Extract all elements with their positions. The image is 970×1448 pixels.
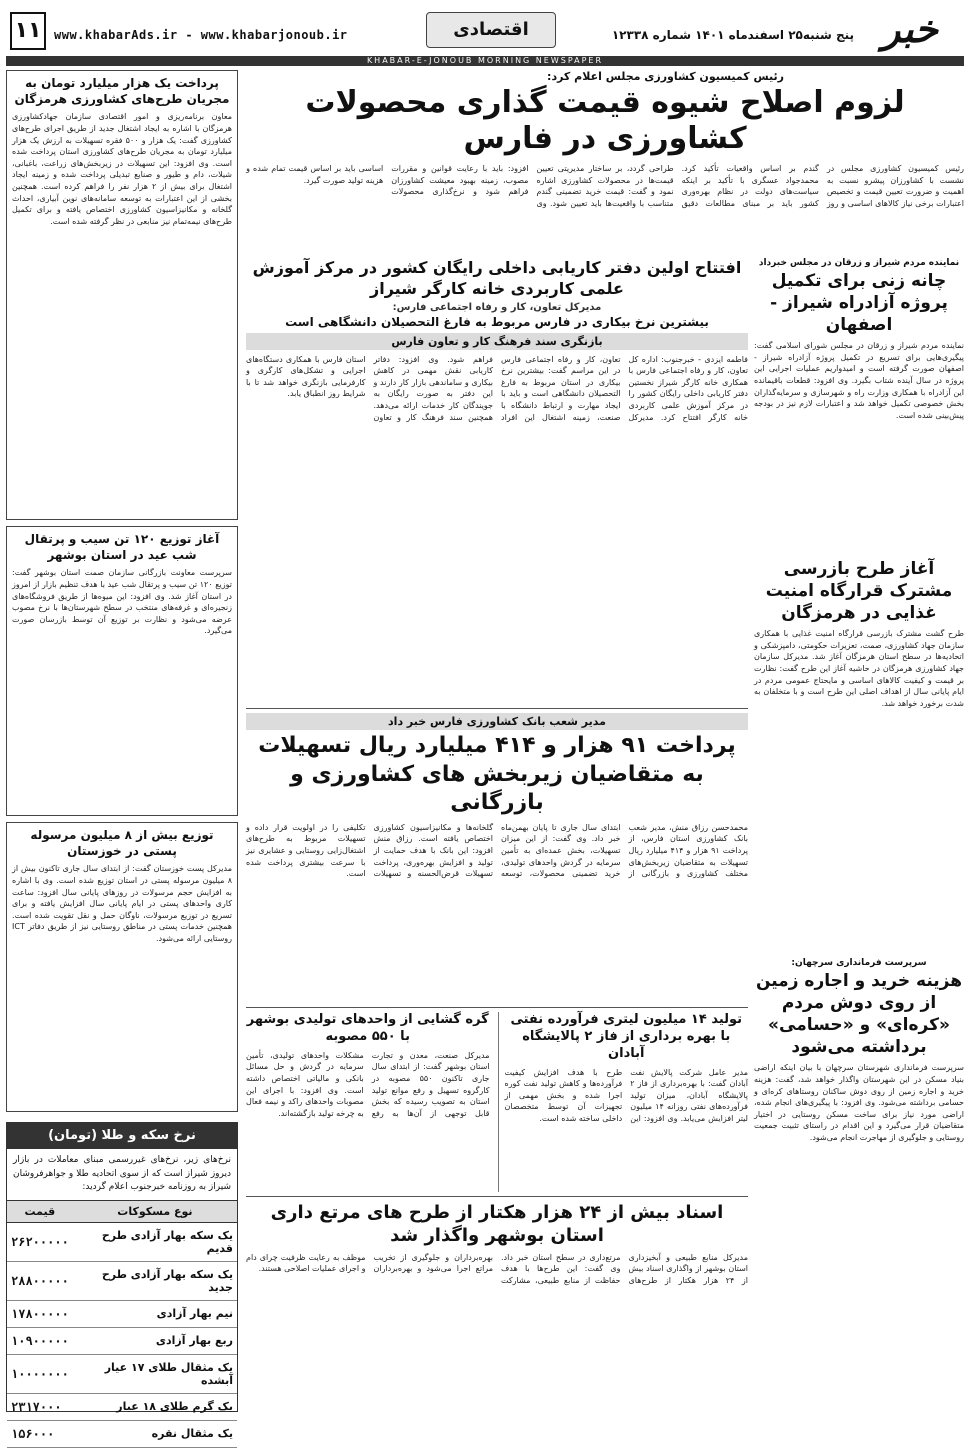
- story-kicker: مدیر شعب بانک کشاورزی فارس خبر داد: [246, 713, 748, 730]
- story-body: فاطمه ایزدی - خبرجنوب: اداره کل تعاون، کار و رفاه اجتماعی فارس با همکاری خانه کارگر شیراز نخستین دفتر کاریابی داخلی رایگان کشور را در مرکز آموزش علمی کاربردی خانه کارگر افتتاح کرد. مدیرکل تعاون، کار و رفاه اجتماعی فارس در این مراسم گفت: بیشترین نرخ بیکاری در استان مربوط به فارغ التحصیلان دانشگاهی است و باید با ایجاد مهارت و ارتباط دانشگاه با صنعت، زمینه اشتغال این افراد فراهم شود. وی افزود: دفاتر کاریابی نقش مهمی در کاهش بیکاری و ساماندهی بازار کار دارند و این دفتر به صورت رایگان به جویندگان کار خدمات ارائه می‌دهد. همچنین سند فرهنگ کار و تعاون استان فارس با همکاری دستگاه‌های اجرایی و تشکل‌های کارگری و کارفرمایی بازنگری خواهد شد تا با شرایط روز انطباق یابد.: [246, 354, 748, 422]
- coin-name: یک سکه بهار آزادی طرح جدید: [73, 1261, 237, 1300]
- story-headline: هزینه خرید و اجاره زمین از روی دوش مردم «کره‌ای» و «حسامی» برداشته می‌شود: [755, 971, 963, 1058]
- lead-kicker: رئیس کمیسیون کشاورزی مجلس اعلام کرد:: [547, 70, 784, 83]
- story-body: مدیرکل منابع طبیعی و آبخیزداری استان بوشهر از واگذاری اسناد بیش از ۲۴ هزار هکتار از طرح‌های مرتع‌داری در سطح استان خبر داد. وی گفت: این طرح‌ها با هدف حفاظت از منابع طبیعی، مشارکت بهره‌برداران و جلوگیری از تخریب مراتع اجرا می‌شود و بهره‌برداران موظف به رعایت ظرفیت چرای دام و اجرای عملیات اصلاحی هستند.: [246, 1252, 748, 1285]
- table-row: [7, 1261, 237, 1300]
- story-subheadline: بیشترین نرخ بیکاری در فارس مربوط به فارغ التحصیلان دانشگاهی است: [285, 314, 709, 329]
- coin-price-box: [6, 1122, 238, 1441]
- story-kicker: نماینده مردم شیراز و زرقان در مجلس خبرداد: [758, 258, 960, 268]
- coin-price: ۲۶۲۰۰۰۰۰: [7, 1222, 73, 1261]
- divider: [246, 708, 748, 709]
- story-body: معاون برنامه‌ریزی و امور اقتصادی سازمان جهادکشاورزی هرمزگان با اشاره به ایجاد اشتغال جدید از طریق اجرای طرح‌های کشاورزی گفت: یک هزار و ۵۰۰ فقره تسهیلات به ارزش یک هزار میلیارد تومان به مجریان طرح‌های کشاورزی استان پرداخت شده است. وی افزود: این تسهیلات در زیربخش‌های زراعت، باغبانی، شیلات، دام و طیور و صنایع تبدیلی پرداخت شده و زمینه ایجاد اشتغال برای بیش از ۲ هزار نفر را فراهم کرده است. همچنین بخشی از این اعتبارات به توسعه سامانه‌های نوین آبیاری، احداث گلخانه و مکانیزاسیون کشاورزی اختصاص یافته و برای تکمیل طرح‌های نیمه‌تمام نیز منابعی در نظر گرفته شده است.: [12, 112, 232, 226]
- story-headline: گره گشایی از واحدهای تولیدی بوشهر با ۵۵۰ مصوبه: [246, 1012, 489, 1044]
- lead-body: رئیس کمیسیون کشاورزی مجلس در نشست با کشاورزان پیشرو نسبت به اهمیت و ضرورت تعیین قیمت و تخصیص اعتبارات برخی نیاز کالاهای اساسی و روز گندم بر اساس واقعیات تأکید کرد. محمدجواد عسگری با تأکید بر اینکه سیاست‌های دولت در نظام بهره‌وری کشور باید بر مبنای مطالعات دقیق طراحی گردد، بر ساختار مدیریتی تعیین قیمت‌ها در محصولات کشاورزی اشاره نمود و گفت: قیمت خرید تضمینی گندم متناسب با واقعیت‌ها باید تعیین شود. وی افزود: باید با رعایت قوانین و مقررات مصوب، زمینه بهبود معیشت کشاورزان فراهم شود و نرخ‌گذاری محصولات اساسی باید بر اساس قیمت تمام شده و هزینه تولید صورت گیرد.: [246, 164, 964, 208]
- coin-name: ربع بهار آزادی: [73, 1327, 237, 1354]
- story-headline: افتتاح اولین دفتر کاریابی داخلی رایگان کشور در مرکز آموزش علمی کاربردی خانه کارگر شیراز: [252, 258, 742, 298]
- right-column: [754, 258, 964, 1418]
- column-header-type: نوع مسکوکات: [73, 1201, 237, 1223]
- story-workshop: [246, 258, 748, 704]
- story-headline: پرداخت یک هزار میلیارد تومان به مجریان طرح‌های کشاورزی هرمزگان: [14, 76, 230, 107]
- table-row: [7, 1222, 237, 1261]
- story-body: سرپرست فرمانداری شهرستان سرچهان با بیان اینکه اراضی بنیاد مسکن در این شهرستان واگذار خواهد شد، گفت: هزینه خرید و اجاره زمین از روی دوش ساکنان روستاهای کره‌ای و حسامی برداشته می‌شود. وی افزود: با پیگیری‌های انجام شده، اراضی مورد نیاز برای ساخت مسکن روستایی در اختیار متقاضیان قرار می‌گیرد و این اقدام در راستای تثبیت جمعیت روستایی و جلوگیری از مهاجرت انجام می‌شود.: [754, 1063, 964, 1142]
- story-refinery: [498, 1012, 749, 1192]
- lead-story: [246, 70, 964, 252]
- coin-price: ۲۸۸۰۰۰۰۰: [7, 1261, 73, 1300]
- coin-price: ۱۵۶۰۰۰: [7, 1420, 73, 1447]
- column-header-price: قیمت: [7, 1201, 73, 1223]
- table-row: [7, 1393, 237, 1420]
- coin-name: نیم بهار آزادی: [73, 1300, 237, 1327]
- story-food-security: [754, 558, 964, 958]
- table-row: [7, 1327, 237, 1354]
- story-sarchehan-land: [754, 958, 964, 1398]
- story-bank: [246, 713, 748, 1003]
- coin-name: یک مثقال طلای ۱۷ عیار آبشده: [73, 1354, 237, 1393]
- coin-name: یک گرم طلای ۱۸ عیار: [73, 1393, 237, 1420]
- table-row: [7, 1354, 237, 1393]
- coin-box-title: نرخ سکه و طلا (تومان): [7, 1123, 237, 1149]
- story-headline: توزیع بیش از ۸ میلیون مرسوله پستی در خوزستان: [30, 828, 214, 859]
- story-headline: اسناد بیش از ۲۴ هزار هکتار از طرح های مرتع داری استان بوشهر واگذار شد: [270, 1202, 724, 1247]
- twin-stories-row: [246, 1012, 748, 1192]
- story-body: مدیرکل پست خوزستان گفت: از ابتدای سال جاری تاکنون بیش از ۸ میلیون مرسوله پستی در استان توزیع شده است. وی با اشاره به افزایش حجم مرسولات در روزهای پایانی سال افزود: ساعت کاری واحدهای پستی در ایام پایانی سال افزایش یافته و برای تسریع در توزیع مرسولات، ناوگان حمل و نقل تقویت شده است. همچنین خدمات پستی در مناطق روستایی نیز از طریق دفاتر ICT روستایی ارائه می‌شود.: [12, 864, 232, 943]
- coin-price: ۲۳۱۷۰۰۰: [7, 1393, 73, 1420]
- story-bushehr-units: [246, 1012, 490, 1192]
- story-headline: تولید ۱۴ میلیون لیتری فرآورده نفتی با بهره برداری از فاز ۲ پالایشگاه آبادان: [510, 1012, 743, 1061]
- story-khuzestan-post: [6, 822, 238, 1112]
- lead-headline: لزوم اصلاح شیوه قیمت گذاری محصولات کشاورزی در فارس: [305, 85, 905, 156]
- website-links[interactable]: www.khabarAds.ir - www.khabarjonoub.ir: [54, 28, 348, 42]
- coin-price-table: [7, 1201, 237, 1448]
- coin-price: ۱۰۰۰۰۰۰۰: [7, 1354, 73, 1393]
- page-number: ۱۱: [10, 12, 46, 50]
- story-rangeland: [246, 1201, 748, 1336]
- story-body: سرپرست معاونت بازرگانی سازمان صمت استان بوشهر گفت: توزیع ۱۲۰ تن سیب و پرتقال شب عید با هدف تنظیم بازار از امروز در استان آغاز شد. وی افزود: این میوه‌ها از طریق فروشگاه‌های زنجیره‌ای و غرفه‌های منتخب در سطح شهرستان‌ها با نرخ مصوب عرضه می‌شود و نظارت بر توزیع آن توسط بازرسان صورت می‌گیرد.: [12, 568, 232, 636]
- story-headline: پرداخت ۹۱ هزار و ۴۱۴ میلیارد ریال تسهیلات به متقاضیان زیربخش های کشاورزی و بازرگانی: [258, 733, 736, 816]
- coin-name: یک مثقال نقره: [73, 1420, 237, 1447]
- issue-date: پنج شنبه۲۵ اسفندماه ۱۴۰۱ شماره ۱۲۳۳۸: [611, 28, 854, 42]
- story-headline: آغاز طرح بازرسی مشترک قرارگاه امنیت غذایی در هرمزگان: [765, 559, 953, 624]
- story-bushehr-fruit: [6, 526, 238, 816]
- divider: [246, 1196, 748, 1197]
- masthead-strip: KHABAR-E-JONOUB MORNING NEWSPAPER: [6, 56, 964, 66]
- story-sub-kicker: مدیرکل تعاون، کار و رفاه اجتماعی فارس:: [392, 301, 602, 313]
- story-body: نماینده مردم شیراز و زرقان در مجلس شورای اسلامی گفت: پیگیری‌هایی برای تسریع در تکمیل پروژه آزادراه شیراز - اصفهان صورت گرفته است و امیدواریم عملیات اجرایی این پروژه در سال آینده شتاب بگیرد. وی افزود: قطعات باقیمانده این آزادراه با همکاری وزارت راه و شهرسازی و سرمایه‌گذاران بخش خصوصی تکمیل خواهد شد و اعتبارات لازم نیز در بودجه پیش‌بینی شده است.: [754, 341, 964, 420]
- coin-name: یک سکه بهار آزادی طرح قدیم: [73, 1222, 237, 1261]
- main-area: [246, 258, 748, 1336]
- divider: [246, 1007, 748, 1008]
- story-body: محمدحسن رزاق منش، مدیر شعب بانک کشاورزی استان فارس، از پرداخت ۹۱ هزار و ۴۱۴ میلیارد ریال تسهیلات به متقاضیان زیربخش‌های مختلف کشاورزی و بازرگانی از ابتدای سال جاری تا پایان بهمن‌ماه خبر داد. وی گفت: از این میزان تسهیلات، بخش عمده‌ای به تأمین سرمایه در گردش واحدهای تولیدی، خرید تضمینی محصولات، توسعه گلخانه‌ها و مکانیزاسیون کشاورزی اختصاص یافته است. رزاق منش افزود: این بانک با هدف حمایت از تولید و افزایش بهره‌وری، پرداخت تسهیلات قرض‌الحسنه و تسهیلات تکلیفی را در اولویت قرار داده و تسهیلات مربوط به طرح‌های اشتغال‌زایی روستایی و عشایری نیز با سرعت بیشتری پرداخت شده است.: [246, 822, 748, 879]
- table-row: [7, 1420, 237, 1447]
- coin-price: ۱۷۸۰۰۰۰۰: [7, 1300, 73, 1327]
- story-hormozgan-loans: [6, 70, 238, 520]
- coin-box-note: نرخ‌های زیر، نرخ‌های غیررسمی مبنای معاملات در بازار دیروز شیراز است که از سوی اتحادیه طلا و جواهرفروشان شیراز به روزنامه خبرجنوب اعلام گردید:: [7, 1149, 237, 1201]
- story-kicker: سرپرست فرمانداری سرچهان:: [791, 958, 927, 968]
- story-headline: چانه زنی برای تکمیل پروژه آزادراه شیراز - اصفهان: [770, 271, 948, 336]
- mini-headline: بازنگری سند فرهنگ کار و تعاون فارس: [246, 333, 748, 350]
- masthead: [6, 6, 964, 58]
- newspaper-logo: خبر: [882, 6, 938, 51]
- story-body: طرح گشت مشترک بازرسی قرارگاه امنیت غذایی با همکاری سازمان جهاد کشاورزی، صمت، تعزیرات حکومتی، دامپزشکی و اتحادیه‌ها در سطح استان هرمزگان آغاز شد. مدیرکل سازمان جهاد کشاورزی هرمزگان در حاشیه آغاز این طرح گفت: نظارت بر قیمت و کیفیت کالاهای اساسی و مایحتاج عمومی مردم در ایام پایانی سال از اهداف اصلی این طرح است و با متخلفان به شدت برخورد خواهد شد.: [754, 629, 964, 708]
- story-body: مدیرکل صنعت، معدن و تجارت استان بوشهر گفت: از ابتدای سال جاری تاکنون ۵۵۰ مصوبه در کارگروه تسهیل و رفع موانع تولید استان به تصویب رسیده که بخش قابل توجهی از آن‌ها به رفع مشکلات واحدهای تولیدی، تأمین سرمایه در گردش و حل مسائل بانکی و مالیاتی اختصاص داشته است. وی افزود: با اجرای این مصوبات واحدهای راکد و نیمه فعال به چرخه تولید بازگشته‌اند.: [246, 1050, 490, 1118]
- left-column: [6, 70, 238, 1441]
- story-headline: آغاز توزیع ۱۲۰ تن سیب و پرتقال شب عید در استان بوشهر: [24, 532, 220, 563]
- story-shiraz-freeway: [754, 258, 964, 558]
- table-row: [7, 1300, 237, 1327]
- section-label: اقتصادی: [426, 12, 556, 48]
- story-body: مدیر عامل شرکت پالایش نفت آبادان گفت: با بهره‌برداری از فاز ۲ پالایشگاه آبادان، میزان تولید فرآورده‌های نفتی روزانه ۱۴ میلیون لیتر افزایش می‌یابد. وی افزود: این طرح با هدف افزایش کیفیت فرآورده‌ها و کاهش تولید نفت کوره اجرا شده و بخش مهمی از تجهیزات آن توسط متخصصان داخلی ساخته شده است.: [504, 1067, 749, 1124]
- coin-price: ۱۰۹۰۰۰۰۰: [7, 1327, 73, 1354]
